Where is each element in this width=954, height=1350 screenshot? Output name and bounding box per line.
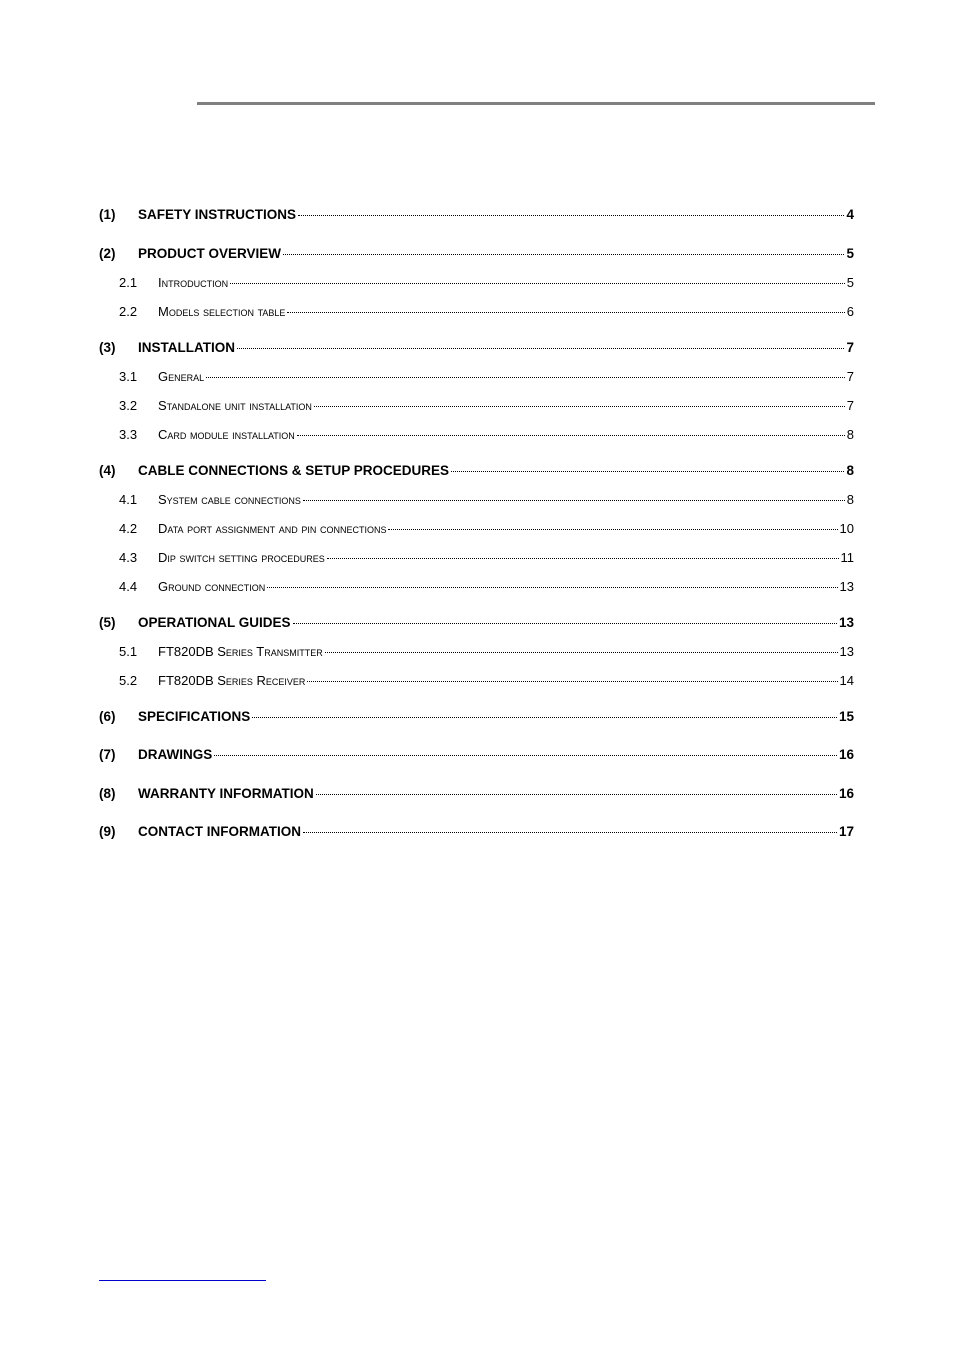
toc-dot-leader: [316, 794, 837, 795]
toc-entry-number: 4.3: [119, 549, 138, 565]
toc-dot-leader: [293, 623, 837, 624]
toc-entry-number: 3.2: [119, 397, 138, 413]
toc-dot-leader: [267, 587, 837, 588]
toc-entry-title: CONTACT INFORMATION: [138, 824, 301, 839]
toc-entry-number: (3): [99, 339, 116, 355]
toc-entry-page: 16: [838, 747, 854, 762]
toc-entry-title: Standalone unit installation: [158, 397, 312, 413]
toc-entry-title: PRODUCT OVERVIEW: [138, 245, 282, 261]
toc-entry-page: 7: [846, 339, 854, 355]
toc-dot-leader: [327, 558, 839, 559]
toc-entry-page: 11: [840, 549, 854, 565]
toc-dot-leader: [303, 500, 845, 501]
toc-entry-title: Dip switch setting procedures: [158, 549, 325, 565]
toc-entry-page: 16: [838, 785, 854, 801]
toc-dot-leader: [303, 832, 837, 833]
toc-entry-page: 8: [846, 426, 854, 442]
toc-entry-cable-connections[interactable]: [99, 456, 854, 490]
toc-dot-leader: [297, 435, 845, 436]
toc-entry-number: (2): [99, 245, 116, 261]
toc-entry-number: (4): [99, 462, 116, 478]
toc-entry-title: Models selection table: [158, 303, 286, 319]
toc-entry-ground-connection[interactable]: [99, 577, 854, 608]
toc-entry-number: 4.1: [119, 491, 138, 507]
toc-entry-number: (5): [99, 614, 116, 630]
toc-dot-leader: [325, 652, 838, 653]
toc-entry-title: Introduction: [158, 274, 229, 290]
toc-dot-leader: [388, 529, 837, 530]
toc-entry-page: 6: [846, 303, 854, 319]
toc-entry-number: 4.2: [119, 520, 138, 536]
toc-entry-general[interactable]: [99, 367, 854, 396]
toc-entry-series-receiver[interactable]: [99, 671, 854, 702]
footer-link-underline[interactable]: [99, 1280, 266, 1281]
toc-entry-page: 17: [838, 824, 854, 839]
toc-entry-number: (8): [99, 785, 116, 801]
toc-entry-models-selection-table[interactable]: [99, 302, 854, 333]
toc-entry-standalone-unit-installation[interactable]: [99, 396, 854, 425]
toc-entry-page: 5: [846, 274, 854, 290]
toc-entry-title: INSTALLATION: [138, 339, 235, 355]
toc-dot-leader: [252, 717, 837, 718]
toc-entry-title: OPERATIONAL GUIDES: [138, 614, 291, 630]
toc-dot-leader: [314, 406, 845, 407]
toc-entry-number: 2.1: [119, 274, 138, 290]
toc-dot-leader: [237, 348, 844, 349]
toc-dot-leader: [451, 471, 844, 472]
toc-entry-page: 13: [839, 643, 854, 659]
toc-entry-title: SPECIFICATIONS: [138, 708, 251, 724]
toc-entry-page: 13: [839, 578, 854, 594]
toc-entry-title: Card module installation: [158, 426, 295, 442]
toc-entry-title: SAFETY INSTRUCTIONS: [138, 207, 297, 222]
toc-entry-title: CABLE CONNECTIONS & SETUP PROCEDURES: [138, 462, 450, 478]
toc-dot-leader: [307, 681, 837, 682]
toc-entry-page: 7: [846, 397, 854, 413]
toc-entry-number: (6): [99, 708, 116, 724]
toc-entry-dip-switch-setting[interactable]: [99, 548, 854, 577]
header-rule: [197, 102, 875, 105]
toc-entry-series-transmitter[interactable]: [99, 642, 854, 671]
toc-entry-number: 5.1: [119, 643, 138, 659]
toc-dot-leader: [206, 377, 845, 378]
toc-entry-title: Data port assignment and pin connections: [158, 520, 387, 536]
toc-entry-drawings[interactable]: [99, 740, 854, 779]
toc-entry-title: FT820DB Series Transmitter: [158, 643, 323, 659]
table-of-contents: [99, 200, 854, 856]
toc-entry-page: 14: [839, 672, 854, 688]
toc-entry-page: 15: [838, 708, 854, 724]
toc-entry-number: (1): [99, 207, 116, 222]
toc-entry-number: (9): [99, 824, 116, 839]
toc-entry-title: DRAWINGS: [138, 747, 213, 762]
toc-entry-number: 2.2: [119, 303, 138, 319]
toc-entry-title: Ground connection: [158, 578, 266, 594]
toc-entry-number: (7): [99, 747, 116, 762]
toc-entry-number: 5.2: [119, 672, 138, 688]
toc-entry-introduction[interactable]: [99, 273, 854, 302]
toc-entry-page: 8: [846, 491, 854, 507]
toc-entry-page: 13: [838, 614, 854, 630]
toc-entry-number: 3.1: [119, 368, 138, 384]
toc-entry-number: 4.4: [119, 578, 138, 594]
toc-dot-leader: [298, 215, 844, 216]
toc-dot-leader: [287, 312, 844, 313]
toc-entry-number: 3.3: [119, 426, 138, 442]
toc-entry-title: System cable connections: [158, 491, 301, 507]
toc-entry-product-overview[interactable]: [99, 239, 854, 273]
toc-entry-title: FT820DB Series Receiver: [158, 672, 306, 688]
toc-entry-specifications[interactable]: [99, 702, 854, 741]
toc-entry-page: 10: [839, 520, 854, 536]
toc-entry-warranty-information[interactable]: [99, 779, 854, 818]
toc-entry-safety-instructions[interactable]: [99, 200, 854, 239]
toc-entry-card-module-installation[interactable]: [99, 425, 854, 456]
toc-entry-page: 8: [846, 462, 854, 478]
toc-entry-contact-information[interactable]: [99, 817, 854, 856]
toc-entry-title: General: [158, 368, 205, 384]
toc-entry-operational-guides[interactable]: [99, 608, 854, 642]
toc-entry-title: WARRANTY INFORMATION: [138, 785, 314, 801]
toc-entry-installation[interactable]: [99, 333, 854, 367]
toc-dot-leader: [283, 254, 844, 255]
toc-dot-leader: [230, 283, 845, 284]
toc-dot-leader: [214, 755, 837, 756]
toc-entry-page: 5: [846, 245, 854, 261]
toc-entry-system-cable-connections[interactable]: [99, 490, 854, 519]
toc-entry-page: 4: [846, 207, 854, 222]
toc-entry-data-port-assignment[interactable]: [99, 519, 854, 548]
toc-entry-page: 7: [846, 368, 854, 384]
